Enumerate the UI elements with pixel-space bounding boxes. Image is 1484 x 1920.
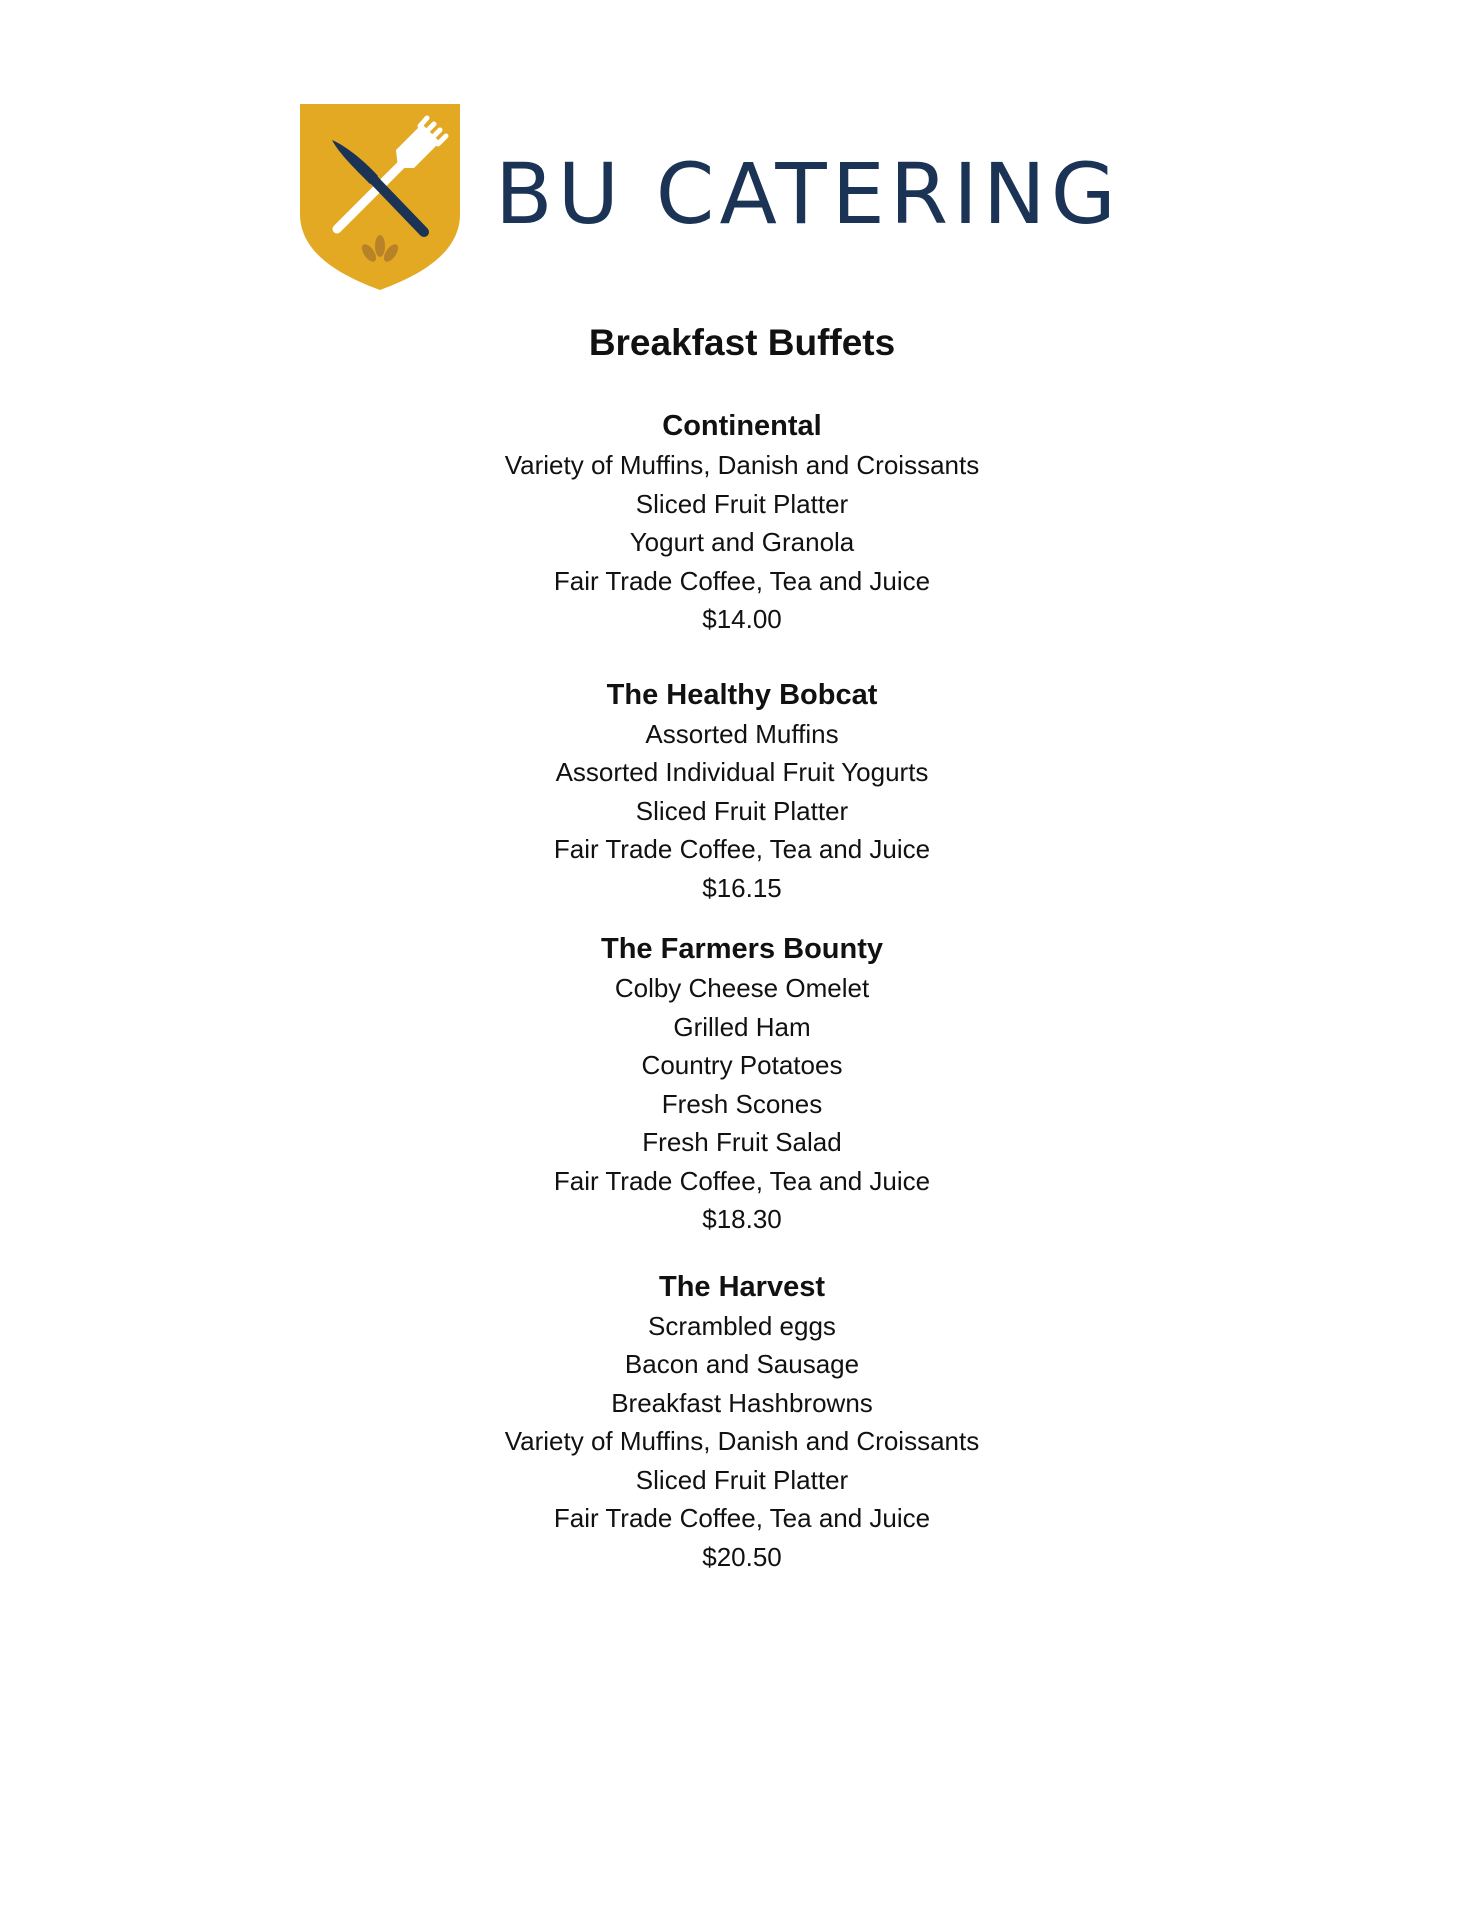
menu-item: Breakfast Hashbrowns <box>611 1387 873 1418</box>
menu-item: Sliced Fruit Platter <box>635 1464 849 1495</box>
buffet-price: $16.15 <box>702 872 782 903</box>
menu-item: Yogurt and Granola <box>629 527 855 557</box>
buffet-price: $18.30 <box>702 1204 782 1234</box>
menu-item: Colby Cheese Omelet <box>614 973 870 1003</box>
shield-utensils-icon <box>300 104 460 290</box>
menu-item: Fair Trade Coffee, Tea and Juice <box>553 565 931 596</box>
menu-item: Variety of Muffins, Danish and Croissants <box>504 450 980 480</box>
buffet-name: The Healthy Bobcat <box>606 678 878 711</box>
menu-item: Assorted Individual Fruit Yogurts <box>555 757 929 787</box>
buffet-farmers-bounty <box>0 929 1484 1239</box>
buffet-name: The Farmers Bounty <box>601 933 883 965</box>
menu-item: Sliced Fruit Platter <box>635 488 849 519</box>
logo-wordmark: BU CATERING <box>495 145 1121 243</box>
menu-item: Variety of Muffins, Danish and Croissants <box>504 1426 980 1456</box>
buffet-price: $14.00 <box>702 604 782 634</box>
page-title: Breakfast Buffets <box>588 322 896 363</box>
menu-item: Assorted Muffins <box>645 718 839 749</box>
buffet-healthy-bobcat <box>0 675 1484 908</box>
menu-item: Country Potatoes <box>641 1050 843 1080</box>
buffet-menu <box>0 406 1484 1576</box>
menu-item: Fresh Scones <box>661 1088 823 1119</box>
buffet-name: Continental <box>662 410 822 442</box>
buffet-harvest <box>0 1267 1484 1577</box>
bu-catering-logo <box>300 104 1160 290</box>
menu-item: Fair Trade Coffee, Tea and Juice <box>553 834 931 864</box>
menu-item: Sliced Fruit Platter <box>635 795 849 826</box>
menu-item: Fair Trade Coffee, Tea and Juice <box>553 1165 931 1196</box>
buffet-continental <box>0 406 1484 639</box>
menu-item: Bacon and Sausage <box>624 1349 860 1379</box>
buffet-name: The Harvest <box>658 1270 825 1303</box>
menu-item: Grilled Ham <box>673 1011 811 1042</box>
menu-item: Fresh Fruit Salad <box>642 1127 842 1157</box>
menu-item: Fair Trade Coffee, Tea and Juice <box>553 1503 931 1533</box>
buffet-price: $20.50 <box>702 1541 782 1572</box>
menu-item: Scrambled eggs <box>648 1310 836 1341</box>
